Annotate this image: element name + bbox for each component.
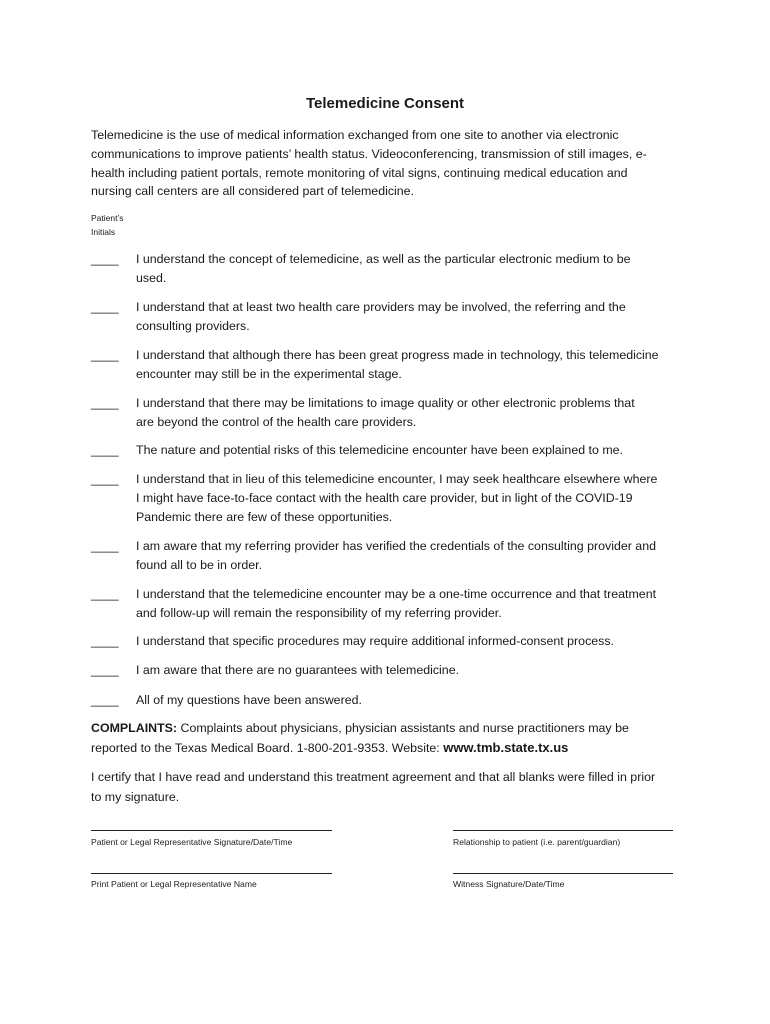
intro-paragraph bbox=[91, 126, 673, 201]
relationship-line[interactable] bbox=[453, 830, 673, 831]
consent-statement: I understand that in lieu of this telemedicine encounter, I may seek healthcare elsewhere where I might have face-to-face contact with the health care provider, but in light of the COVID-19 Pandemic there are few of these opportunities. bbox=[136, 472, 658, 524]
initials-blank[interactable]: ____ bbox=[91, 396, 119, 410]
witness-signature-line[interactable] bbox=[453, 873, 673, 874]
consent-statement: The nature and potential risks of this telemedicine encounter have been explained to me. bbox=[136, 443, 623, 457]
initials-blank[interactable]: ____ bbox=[91, 634, 119, 648]
consent-statement: I am aware that my referring provider has verified the credentials of the consulting provider and found all to be in order. bbox=[136, 539, 656, 572]
complaints-text: Complaints about physicians, physician assistants and nurse practitioners may be bbox=[177, 721, 629, 735]
initials-blank[interactable]: ____ bbox=[91, 252, 119, 266]
consent-statement: I understand that there may be limitations to image quality or other electronic problems that are beyond the control of the health care providers. bbox=[136, 396, 635, 429]
consent-statement: All of my questions have been answered. bbox=[136, 693, 362, 707]
intro-line: nursing call centers are all considered part of telemedicine. bbox=[91, 184, 415, 199]
intro-line: communications to improve patients’ health status. Videoconferencing, transmission of still images, e- bbox=[91, 146, 647, 161]
consent-statement: I am aware that there are no guarantees with telemedicine. bbox=[136, 663, 460, 677]
initials-blank[interactable]: ____ bbox=[91, 539, 119, 553]
initials-blank[interactable]: ____ bbox=[91, 472, 119, 486]
page-title: Telemedicine Consent bbox=[305, 95, 465, 112]
complaints-section bbox=[91, 718, 691, 758]
intro-line: Telemedicine is the use of medical information exchanged from one site to another via electronic bbox=[91, 128, 619, 142]
witness-signature-caption: Witness Signature/Date/Time bbox=[453, 879, 565, 889]
consent-statement: I understand that the telemedicine encounter may be a one-time occurrence and that treatment and follow-up will remain the responsibility of my referring provider. bbox=[136, 587, 657, 620]
print-name-line[interactable] bbox=[91, 873, 332, 874]
consent-statement: I understand that at least two health care providers may be involved, the referring and the consulting providers. bbox=[136, 300, 626, 333]
intro-line: health including patient portals, remote monitoring of vital signs, continuing medical education and bbox=[91, 165, 628, 180]
initials-blank[interactable]: ____ bbox=[91, 693, 119, 707]
patient-signature-caption: Patient or Legal Representative Signature/Date/Time bbox=[91, 837, 293, 847]
consent-statement: I understand the concept of telemedicine, as well as the particular electronic medium to be used. bbox=[136, 252, 631, 285]
initials-header-line: Patient’s bbox=[91, 213, 124, 223]
initials-header-line: Initials bbox=[91, 226, 116, 237]
patient-signature-line[interactable] bbox=[91, 830, 332, 831]
initials-blank[interactable]: ____ bbox=[91, 663, 119, 677]
initials-blank[interactable]: ____ bbox=[91, 348, 119, 362]
consent-statement: I understand that although there has been great progress made in technology, this telemedicine encounter may still be in the experimental stage. bbox=[136, 348, 659, 381]
initials-blank[interactable]: ____ bbox=[91, 300, 119, 314]
certification-statement: I certify that I have read and understand this treatment agreement and that all blanks were filled in prior to my signature. bbox=[91, 770, 656, 804]
complaints-label: COMPLAINTS: bbox=[91, 721, 178, 735]
consent-statement: I understand that specific procedures may require additional informed-consent process. bbox=[136, 634, 614, 648]
initials-blank[interactable]: ____ bbox=[91, 587, 119, 601]
initials-blank[interactable]: ____ bbox=[91, 443, 119, 457]
tmb-website-link[interactable]: www.tmb.state.tx.us bbox=[443, 740, 569, 755]
complaints-text: reported to the Texas Medical Board. 1-800-201-9353. Website: bbox=[91, 741, 444, 755]
relationship-caption: Relationship to patient (i.e. parent/guardian) bbox=[453, 837, 621, 847]
initials-column-header bbox=[91, 212, 151, 239]
print-name-caption: Print Patient or Legal Representative Name bbox=[91, 879, 257, 889]
